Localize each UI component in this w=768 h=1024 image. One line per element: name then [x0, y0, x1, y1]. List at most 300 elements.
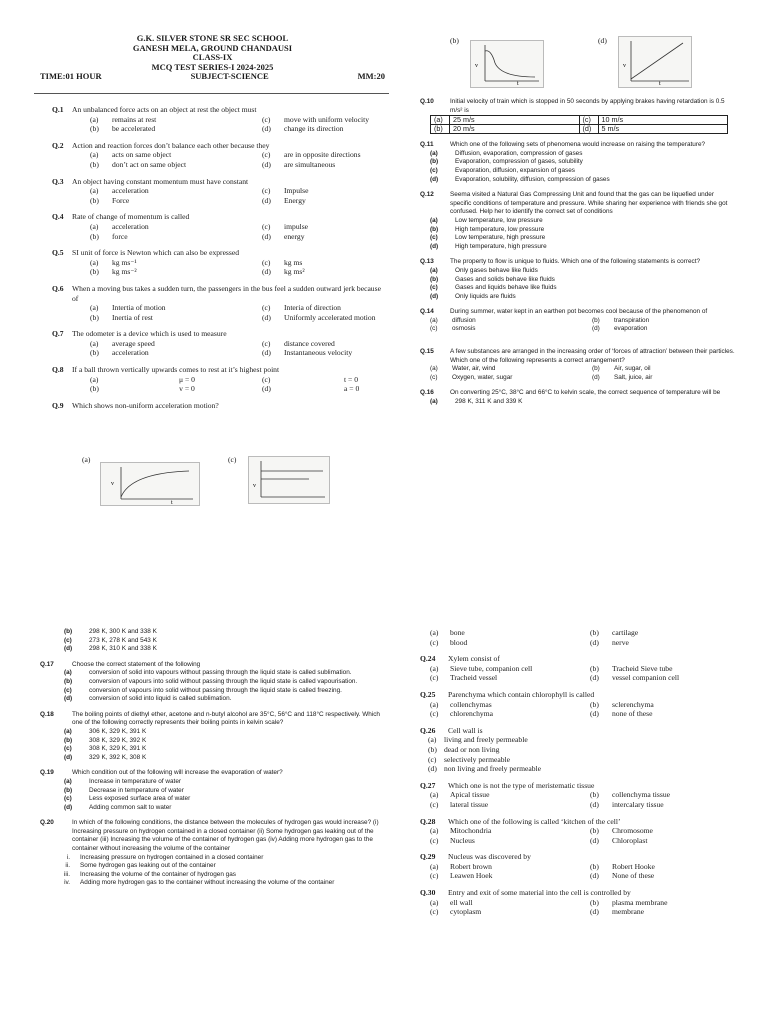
option-label: (b)	[90, 312, 99, 322]
option-a[interactable]: kg ms⁻¹	[112, 257, 137, 267]
option-label: (c)	[430, 799, 439, 809]
question-14	[420, 308, 735, 334]
question-text: Seema visited a Natural Gas Compressing Unit and found that the gas can be liquefied under specific conditions of temperature and pressure. While sharing her experience with friends she got confused. Help her to identify the correct set of conditions	[450, 191, 728, 216]
option-label: (a)	[430, 861, 439, 871]
option-label: iv.	[64, 879, 70, 887]
option-b[interactable]: Evaporation, compression of gases, solubility	[455, 158, 583, 166]
question-text: If a ball thrown vertically upwards comes to rest at it’s highest point	[72, 365, 280, 375]
question-19	[40, 769, 380, 812]
question-number: Q.4	[52, 212, 64, 222]
question-10	[420, 98, 735, 134]
option-c[interactable]: distance covered	[284, 338, 335, 348]
option-b[interactable]: sclerenchyma	[612, 699, 654, 709]
option-label: (b)	[430, 275, 439, 283]
question-text: An unbalanced force acts on an object at rest the object must	[72, 105, 257, 114]
option-label: (b)	[90, 267, 99, 277]
option-c[interactable]: Oxygen, water, sugar	[452, 373, 513, 381]
time-label: TIME:01 HOUR	[40, 71, 102, 82]
option-label: (b)	[90, 231, 99, 241]
option-label: (d)	[430, 292, 439, 300]
svg-text:v: v	[253, 483, 256, 489]
option-label: (b)	[64, 628, 73, 635]
option-d[interactable]: vessel companion cell	[612, 673, 680, 683]
option-d[interactable]: Evaporation, solubility, diffusion, compression of gases	[455, 175, 610, 183]
option-label: (b)	[90, 384, 99, 394]
option-label: (b)	[430, 225, 439, 233]
option-c[interactable]: blood	[450, 637, 468, 647]
option-a[interactable]: acts on same object	[112, 150, 172, 160]
option-d[interactable]: nerve	[612, 637, 629, 647]
option-a[interactable]: 306 K, 329 K, 391 K	[89, 727, 147, 735]
option-c[interactable]: are in opposite directions	[284, 150, 361, 160]
option-b[interactable]: acceleration	[112, 348, 149, 358]
question-text: The boiling points of diethyl ether, acetone and n-butyl alcohol are 35°C, 56°C and 118°C respectively. Which one of the following correctly represents their boiling points in kelvin scale?	[72, 710, 380, 727]
option-b[interactable]: collenchyma tissue	[612, 790, 670, 800]
question-number: Q.18	[40, 710, 54, 718]
option-label: (d)	[262, 195, 271, 205]
question-number: Q.15	[420, 348, 434, 356]
option-c[interactable]: 273 K, 278 K and 543 K	[89, 636, 157, 644]
option-d[interactable]: 329 K, 392 K, 308 K	[89, 753, 147, 761]
option-label: (d)	[592, 325, 600, 333]
option-b[interactable]: Inertia of rest	[112, 312, 153, 322]
option-label: (b)	[90, 348, 99, 358]
option-label: (a)	[90, 338, 99, 348]
question-12	[420, 191, 735, 251]
option-label: (a)	[90, 150, 99, 160]
option-label: (d)	[64, 803, 73, 811]
question-text: Which one of the following is called ‘kitchen of the cell’	[448, 816, 621, 826]
option-label: (a)	[90, 257, 99, 267]
option-b[interactable]: Gases and solids behave like fluids	[455, 275, 555, 283]
question-text: Which condition out of the following will increase the evaporation of water?	[72, 769, 283, 777]
question-number: Q.29	[420, 852, 436, 862]
graph-b-decreasing[interactable]	[470, 40, 544, 88]
option-label: (b)	[431, 125, 450, 134]
option-c[interactable]: Less exposed surface area of water	[89, 795, 191, 803]
option-d[interactable]: Only liquids are fluids	[455, 292, 516, 300]
option-label: (a)	[430, 826, 439, 836]
option-b[interactable]: dead or non living	[444, 744, 500, 754]
option-label: (a)	[430, 790, 439, 800]
option-d[interactable]: intercalary tissue	[612, 799, 664, 809]
option-iii[interactable]: Increasing the volume of the container of hydrogen gas	[80, 870, 236, 878]
option-c[interactable]: Impulse	[284, 186, 309, 196]
option-label: (d)	[262, 384, 271, 394]
marks-label: MM:20	[357, 71, 385, 82]
question-text: Parenchyma which contain chlorophyll is called	[448, 689, 595, 699]
option-label: (d)	[590, 871, 599, 881]
subject-label: SUBJECT-SCIENCE	[190, 71, 269, 82]
question-29	[420, 852, 720, 881]
option-c[interactable]: selectively permeable	[444, 754, 510, 764]
option-d[interactable]: non living and freely permeable	[444, 764, 541, 774]
question-number: Q.27	[420, 780, 436, 790]
option-label: ii.	[65, 862, 70, 870]
question-26	[420, 726, 720, 774]
option-label: (b)	[590, 790, 599, 800]
option-a[interactable]: acceleration	[112, 221, 149, 231]
option-a[interactable]: 298 K, 311 K and 339 K	[455, 398, 523, 406]
option-label: (c)	[430, 835, 439, 845]
option-c[interactable]: cytoplasm	[450, 907, 482, 917]
option-ii[interactable]: Some hydrogen gas leaking out of the container	[80, 862, 216, 870]
option-d[interactable]: conversion of solid into liquid is called sublimation.	[89, 695, 232, 703]
option-a[interactable]: collenchymas	[450, 699, 492, 709]
option-d[interactable]: Instantaneous velocity	[284, 348, 353, 358]
question-7	[52, 329, 382, 358]
option-label: i.	[66, 853, 70, 861]
graph-c-svg	[249, 457, 329, 503]
option-c[interactable]: osmosis	[452, 325, 476, 333]
svg-text:v: v	[111, 481, 114, 487]
option-b[interactable]: 308 K, 329 K, 392 K	[89, 736, 147, 744]
option-label: (d)	[590, 799, 599, 809]
question-16	[420, 389, 735, 406]
graph-a-svg	[101, 463, 199, 505]
option-label: (d)	[262, 159, 271, 169]
question-3	[52, 177, 382, 206]
graph-a-label: (a)	[82, 455, 91, 464]
option-label: (a)	[430, 628, 439, 637]
question-text: On converting 25°C, 38°C and 66°C to kelvin scale, the correct sequence of temperature will be	[450, 389, 721, 397]
option-label: (b)	[590, 826, 599, 836]
graph-d-label: (d)	[598, 36, 607, 45]
school-name: G.K. SILVER STONE SR SEC SCHOOL	[136, 33, 289, 43]
question-number: Q.6	[52, 283, 64, 293]
table-row	[431, 125, 728, 134]
option-label: (a)	[430, 216, 438, 224]
option-c[interactable]: Gases and liquids behave like fluids	[455, 284, 557, 292]
graph-a-nonuniform-curve[interactable]	[100, 462, 200, 506]
option-label: (a)	[90, 186, 99, 196]
option-label: (a)	[64, 777, 72, 785]
option-b[interactable]: don’t act on same object	[112, 159, 187, 169]
question-text: The property to flow is unique to fluids. Which one of the following statements is correct?	[450, 258, 701, 266]
option-b[interactable]: Tracheid Sieve tube	[612, 663, 673, 673]
option-label: (d)	[262, 312, 271, 322]
option-d[interactable]: Chloroplast	[612, 835, 648, 845]
question-9	[52, 401, 382, 411]
question-number: Q.1	[52, 105, 64, 114]
option-b[interactable]: Force	[112, 195, 130, 205]
option-label: (b)	[592, 316, 600, 324]
option-label: (d)	[428, 764, 437, 774]
option-a[interactable]: average speed	[112, 338, 155, 348]
option-label: (d)	[430, 175, 439, 183]
option-iv[interactable]: Adding more hydrogen gas to the container without increasing the volume of the container	[80, 879, 335, 887]
option-b[interactable]: kg ms⁻²	[112, 267, 137, 277]
option-a[interactable]: diffusion	[452, 316, 476, 324]
option-a[interactable]: conversion of solid into vapours without passing through the liquid state is called sublimation.	[89, 669, 352, 677]
option-label: (c)	[430, 871, 439, 881]
question-number: Q.8	[52, 365, 64, 375]
option-a[interactable]: living and freely permeable	[444, 735, 528, 745]
option-c[interactable]: chlorenchyma	[450, 709, 494, 719]
option-d[interactable]: a = 0	[344, 384, 360, 394]
question-text: In which of the following conditions, the distance between the molecules of hydrogen gas would increase? (i) Increasing pressure on hydrogen contained in a closed container (ii) Some hydrogen gas leaking out of the container (iii) Increasing the volume of the container of hydrogen gas (iv) Adding more hydrogen gas to the container without increasing the volume of the container	[72, 819, 379, 853]
question-number: Q.24	[420, 654, 436, 664]
question-text: Cell wall is	[448, 725, 483, 735]
option-label: (d)	[590, 907, 599, 917]
option-label: (a)	[90, 374, 99, 384]
option-label: (b)	[64, 786, 73, 794]
option-label: (a)	[430, 149, 438, 157]
option-c[interactable]: impulse	[284, 221, 309, 231]
question-number: Q.3	[52, 176, 64, 186]
question-number: Q.19	[40, 769, 54, 777]
option-label: (d)	[262, 124, 271, 134]
question-24	[420, 654, 720, 683]
option-d[interactable]: None of these	[612, 871, 655, 881]
option-label: (c)	[64, 745, 72, 753]
left-column-bottom	[40, 628, 380, 895]
question-11	[420, 141, 735, 184]
option-c[interactable]: Leawen Hoek	[450, 871, 493, 881]
option-label: (d)	[590, 637, 599, 647]
option-label: (c)	[262, 150, 271, 160]
question-2	[52, 141, 382, 170]
question-20	[40, 819, 380, 888]
option-d[interactable]: kg ms²	[284, 267, 305, 277]
question-text: Action and reaction forces don’t balance each other because they	[72, 140, 270, 150]
option-c[interactable]: conversion of vapours into solid without passing through the liquid state is called freezing.	[89, 686, 342, 694]
option-d[interactable]: are simultaneous	[284, 159, 336, 169]
option-label: (b)	[90, 195, 99, 205]
option-b[interactable]: conversion of vapours into solid without passing through the liquid state is called vapourisation.	[89, 677, 358, 685]
option-label: (c)	[430, 637, 439, 647]
option-label: (c)	[64, 636, 72, 644]
option-d[interactable]: membrane	[612, 907, 645, 917]
question-number: Q.2	[52, 140, 64, 150]
option-label: (c)	[430, 907, 439, 917]
option-label: (b)	[90, 159, 99, 169]
option-label: (c)	[428, 754, 437, 764]
option-label: (c)	[262, 186, 271, 196]
option-b[interactable]: transpiration	[614, 316, 650, 324]
question-number: Q.14	[420, 308, 434, 316]
question-number: Q.9	[52, 400, 64, 410]
option-a[interactable]: Only gases behave like fluids	[455, 266, 538, 274]
option-d[interactable]: 5 m/s	[598, 125, 728, 134]
option-c[interactable]: 10 m/s	[598, 116, 728, 125]
option-label: (b)	[90, 124, 99, 134]
question-text: Which shows non-uniform acceleration motion?	[72, 400, 219, 410]
question-30	[420, 888, 720, 917]
graph-c-step[interactable]	[248, 456, 330, 504]
option-i[interactable]: Increasing pressure on hydrogen contained in a closed container	[80, 853, 264, 861]
table-row	[431, 116, 728, 125]
option-b[interactable]: 20 m/s	[450, 125, 580, 134]
svg-text:v: v	[475, 63, 478, 69]
option-label: (d)	[590, 709, 599, 719]
option-label: (c)	[430, 673, 439, 683]
option-label: (c)	[430, 709, 439, 719]
option-d[interactable]: none of these	[612, 709, 653, 719]
option-c[interactable]: Interia of direction	[284, 303, 341, 313]
question-18	[40, 711, 380, 763]
option-label: (c)	[430, 284, 438, 292]
option-d[interactable]: Adding common salt to water	[89, 803, 172, 811]
option-c[interactable]: Low temperature, high pressure	[455, 234, 546, 242]
question-number: Q.7	[52, 329, 64, 339]
option-label: (b)	[64, 677, 73, 685]
option-b[interactable]: be accelerated	[112, 124, 156, 134]
question-6	[52, 284, 382, 322]
option-label: (c)	[430, 325, 438, 333]
question-text: Which one is not the type of meristematic tissue	[448, 780, 595, 790]
option-label: (d)	[64, 695, 73, 703]
option-a[interactable]: Intertia of motion	[112, 303, 166, 313]
option-label: (d)	[64, 645, 73, 653]
option-a[interactable]: 25 m/s	[450, 116, 580, 125]
svg-text:t: t	[171, 500, 173, 505]
option-b[interactable]: v = 0	[179, 384, 195, 394]
option-a[interactable]: Diffusion, evaporation, compression of gases	[455, 149, 583, 157]
question-number: Q.5	[52, 248, 64, 258]
option-label: (a)	[431, 116, 450, 125]
svg-text:v: v	[623, 63, 626, 69]
question-text: Entry and exit of some material into the cell is controlled by	[448, 888, 631, 898]
option-a[interactable]: remains at rest	[112, 114, 157, 124]
question-text: A few substances are arranged in the increasing order of ‘forces of attraction’ between their particles. Which one of the following represents a correct arrangement?	[450, 348, 735, 364]
option-d[interactable]: Energy	[284, 195, 306, 205]
option-a[interactable]: Water, air, wind	[452, 365, 496, 373]
option-label: (a)	[428, 735, 437, 745]
option-a[interactable]: μ = 0	[179, 374, 195, 384]
question-28	[420, 817, 720, 846]
option-a[interactable]: acceleration	[112, 186, 149, 196]
question-number: Q.12	[420, 191, 434, 199]
header	[40, 34, 385, 82]
option-d[interactable]: 298 K, 310 K and 338 K	[89, 645, 157, 653]
question-17	[40, 661, 380, 704]
option-label: (c)	[262, 221, 271, 231]
option-c[interactable]: 308 K, 329 K, 391 K	[89, 745, 147, 753]
option-b[interactable]: plasma membrane	[612, 897, 668, 907]
question-number: Q.20	[40, 819, 54, 827]
option-label: (a)	[64, 727, 72, 735]
option-b[interactable]: 298 K, 300 K and 338 K	[89, 628, 157, 635]
option-d[interactable]: evaporation	[614, 325, 648, 333]
option-a[interactable]: Mitochondria	[450, 826, 492, 836]
option-a[interactable]: Increase in temperature of water	[89, 777, 181, 785]
question-text: Choose the correct statement of the following	[72, 660, 201, 668]
option-label: (c)	[579, 116, 598, 125]
option-d[interactable]: High temperature, high pressure	[455, 242, 547, 250]
test-title: MCQ TEST SERIES-I 2024-2025	[151, 61, 274, 72]
option-label: (b)	[590, 663, 599, 673]
question-number: Q.28	[420, 816, 436, 826]
question-number: Q.16	[420, 389, 434, 397]
question-25	[420, 690, 720, 719]
question-8	[52, 365, 382, 394]
question-text: Rate of change of momentum is called	[72, 212, 190, 222]
option-b[interactable]: force	[112, 231, 128, 241]
graph-c-label: (c)	[228, 455, 237, 464]
question-number: Q.13	[420, 258, 434, 266]
option-label: (c)	[262, 303, 271, 313]
option-b[interactable]: Chromosome	[612, 826, 653, 836]
option-c[interactable]: lateral tissue	[450, 799, 489, 809]
option-c[interactable]: Evaporation, diffusion, expansion of gases	[455, 166, 575, 174]
option-label: (a)	[430, 398, 438, 406]
option-label: (b)	[590, 628, 599, 637]
option-c[interactable]: Tracheid vessel	[450, 673, 498, 683]
option-b[interactable]: Decrease in temperature of water	[89, 786, 184, 794]
option-label: (a)	[430, 663, 439, 673]
option-b[interactable]: cartilage	[612, 628, 639, 637]
question-text: Which one of the following sets of phenomena would increase on raising the temperature?	[450, 141, 706, 149]
option-label: (c)	[262, 338, 271, 348]
right-column-top	[420, 98, 735, 414]
option-d[interactable]: change its direction	[284, 124, 344, 134]
question-text: SI unit of force is Newton which can also be expressed	[72, 248, 240, 258]
option-label: (c)	[262, 257, 271, 267]
option-b[interactable]: Air, sugar, oil	[614, 365, 651, 373]
option-d[interactable]: energy	[284, 231, 305, 241]
option-label: (a)	[90, 114, 99, 124]
option-c[interactable]: kg ms	[284, 257, 303, 267]
option-label: (d)	[590, 673, 599, 683]
option-label: (c)	[64, 795, 72, 803]
option-label: (c)	[64, 686, 72, 694]
question-16-continued	[40, 628, 380, 654]
option-a[interactable]: ell wall	[450, 897, 473, 907]
option-label: (a)	[430, 699, 439, 709]
option-b[interactable]: High temperature, low pressure	[455, 225, 545, 233]
question-4	[52, 212, 382, 241]
option-label: (c)	[430, 234, 438, 242]
option-a[interactable]: Low temperature, low pressure	[455, 216, 543, 224]
option-label: (b)	[430, 158, 439, 166]
option-label: (a)	[430, 266, 438, 274]
option-label: (a)	[64, 669, 72, 677]
option-label: (d)	[262, 231, 271, 241]
question-text: Xylem consist of	[448, 654, 500, 664]
svg-text:t: t	[659, 81, 661, 87]
left-column-top	[52, 105, 382, 417]
option-label: (a)	[90, 221, 99, 231]
question-text: Initial velocity of train which is stopped in 50 seconds by applying brakes having retardation is 0.5 m/s² is	[450, 98, 725, 114]
question-number: Q.30	[420, 888, 436, 898]
option-label: (d)	[430, 242, 439, 250]
svg-text:t: t	[517, 81, 519, 87]
option-label: (d)	[262, 267, 271, 277]
option-a[interactable]: bone	[450, 628, 465, 637]
option-d[interactable]: Uniformly accelerated motion	[284, 312, 376, 322]
option-c[interactable]: t = 0	[344, 374, 358, 384]
question-text: During summer, water kept in an earthen pot becomes cool because of the phenomenon of	[450, 308, 708, 316]
question-number: Q.10	[420, 98, 434, 105]
option-label: (d)	[579, 125, 598, 134]
question-13	[420, 258, 735, 301]
graph-d-linear[interactable]	[618, 36, 692, 88]
question-15	[420, 348, 735, 382]
option-d[interactable]: Salt, juice, air	[614, 373, 653, 381]
graph-b-label: (b)	[450, 36, 459, 45]
option-a[interactable]: Robert brown	[450, 861, 492, 871]
option-c[interactable]: move with uniform velocity	[284, 114, 369, 124]
option-label: (d)	[262, 348, 271, 358]
option-label: (c)	[430, 373, 438, 381]
question-number: Q.17	[40, 660, 54, 668]
option-a[interactable]: Apical tissue	[450, 790, 490, 800]
school-address: GANESH MELA, GROUND CHANDAUSI	[132, 42, 293, 53]
option-c[interactable]: Nucleus	[450, 835, 475, 845]
option-b[interactable]: Robert Hooke	[612, 861, 655, 871]
option-a[interactable]: Sieve tube, companion cell	[450, 663, 533, 673]
